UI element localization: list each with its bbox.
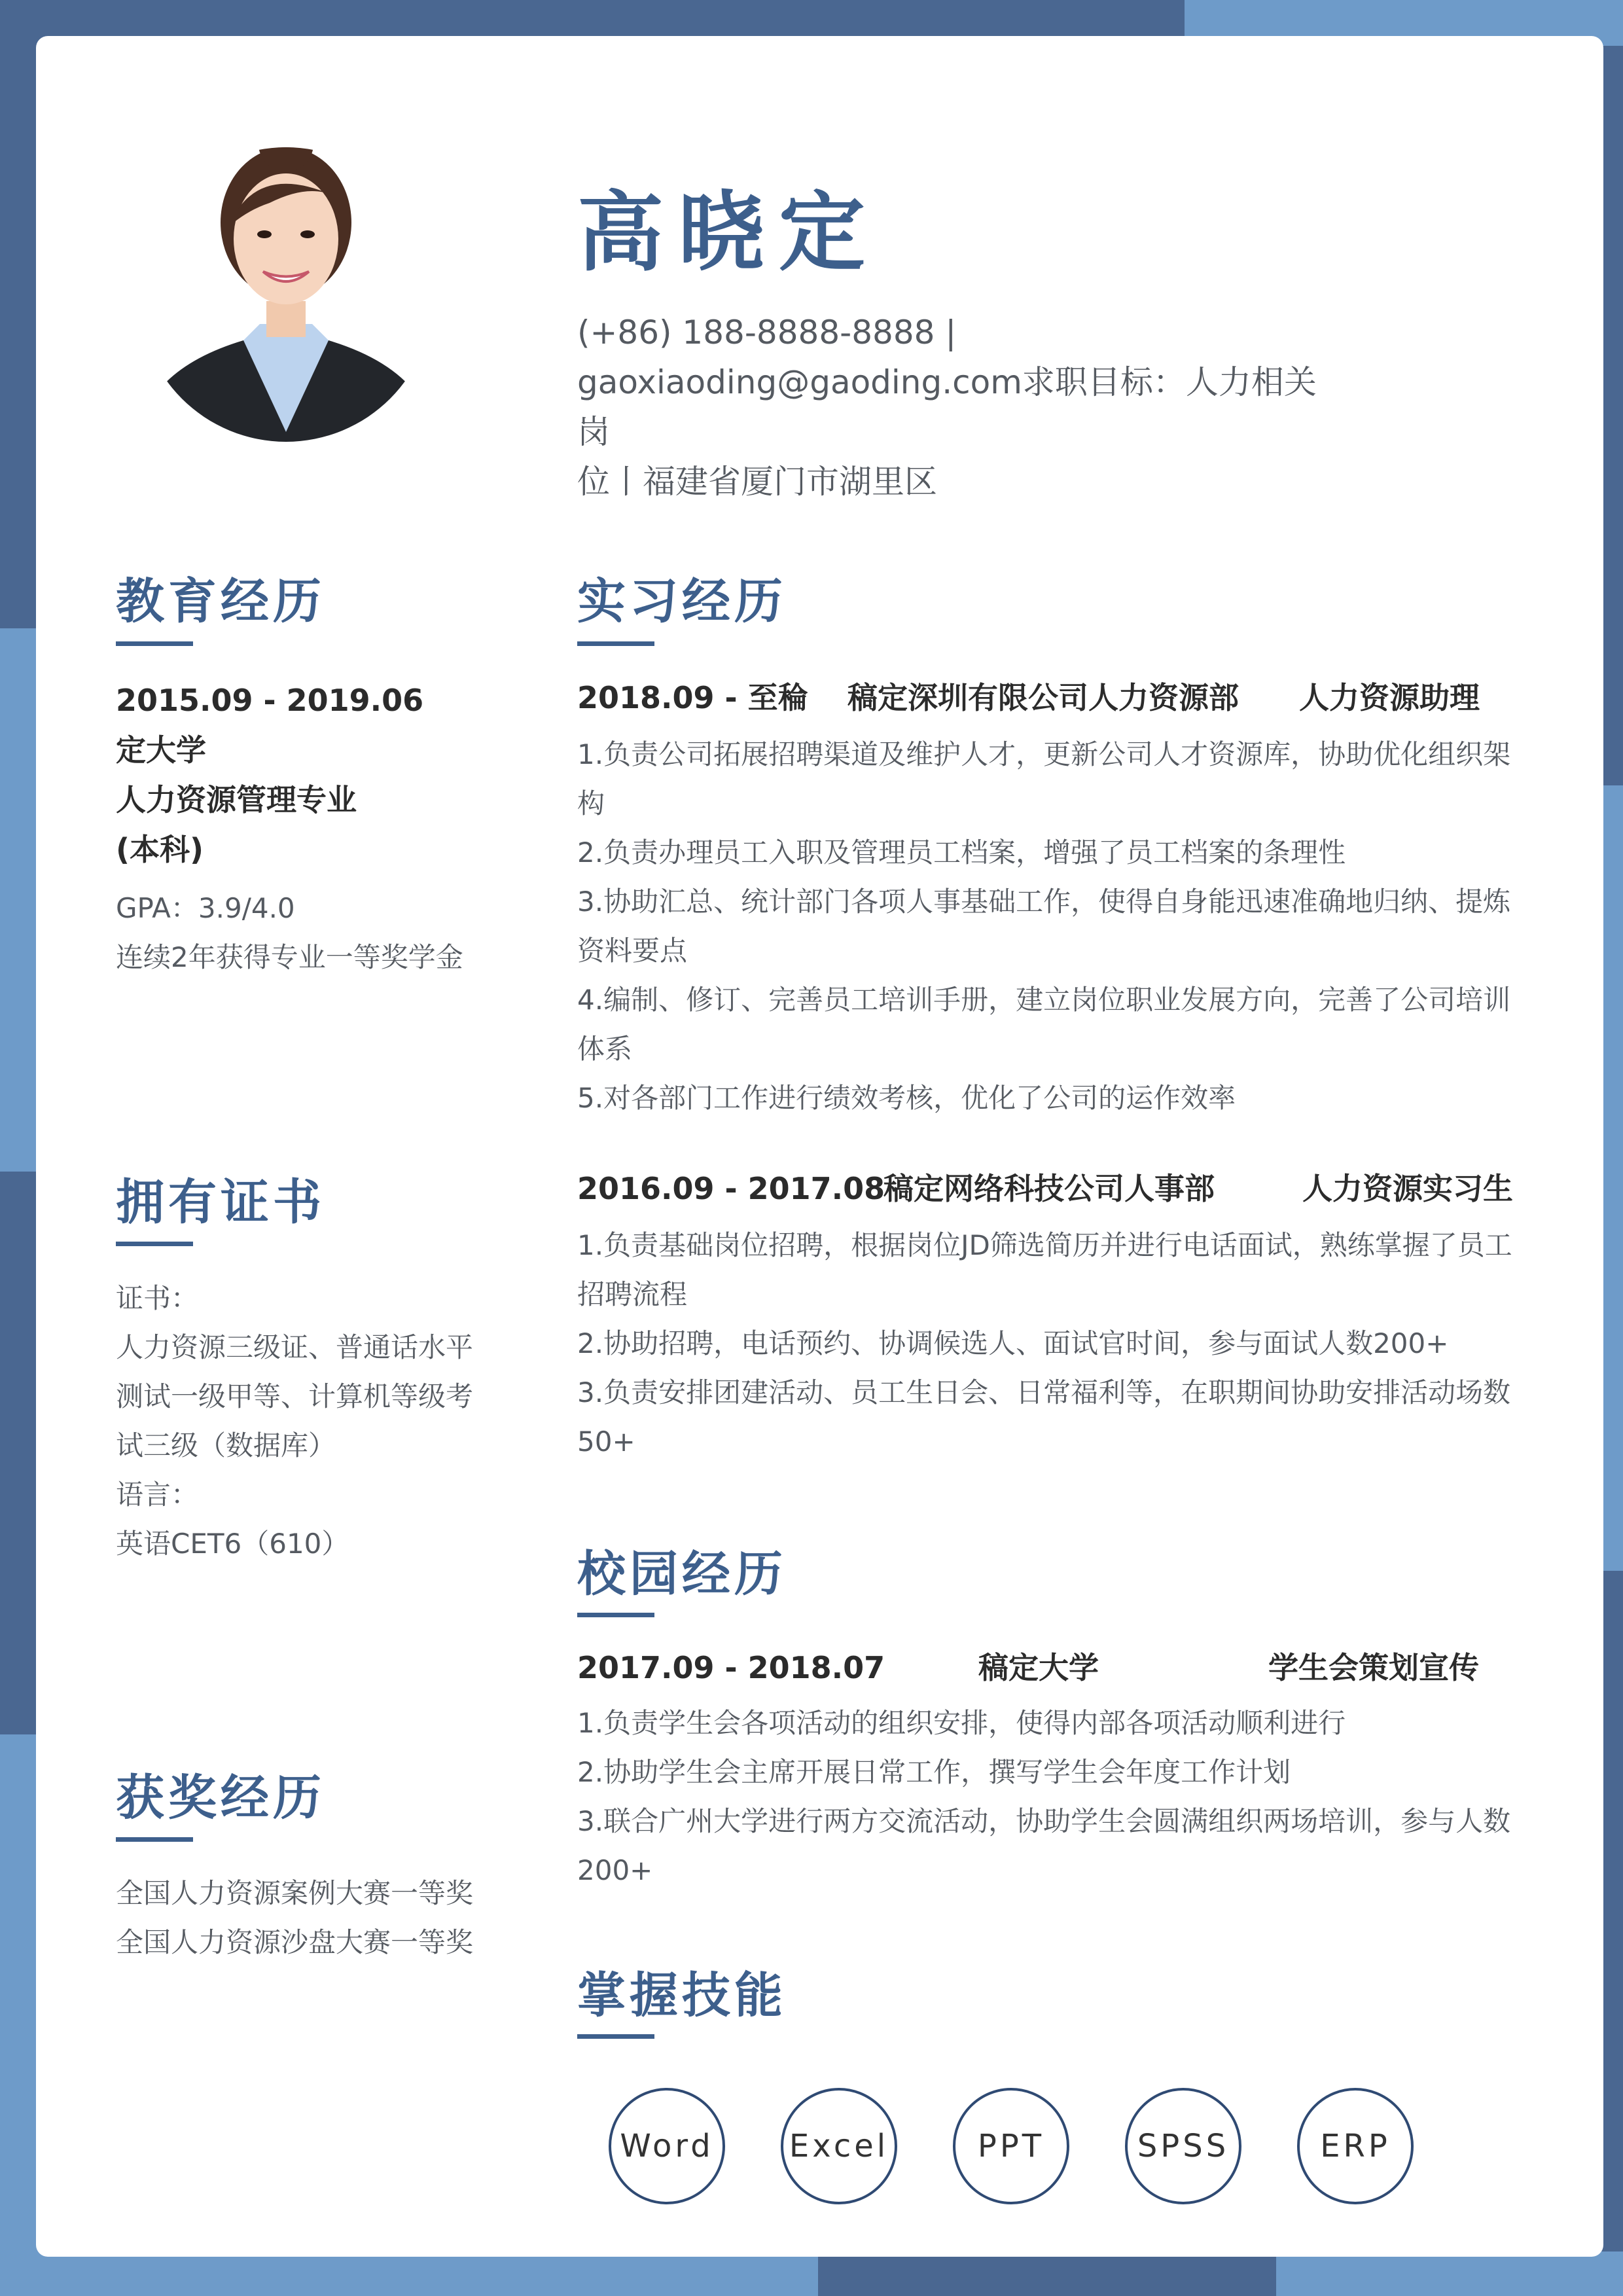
contact-line: (+86) 188-8888-8888 | (577, 314, 957, 351)
education-award: 连续2年获得专业一等奖学金 (116, 941, 463, 973)
campus-detail-line: 1.负责学生会各项活动的组织安排，使得内部各项活动顺利进行 (577, 1707, 1346, 1739)
job-detail-line: 3.协助汇总、统计部门各项人事基础工作，使得自身能迅速准确地归纳、提炼 (577, 886, 1511, 918)
education-degree: (本科) (116, 832, 204, 867)
skill-excel: Excel (781, 2088, 897, 2204)
section-underline (116, 1837, 193, 1842)
job-detail-line: 体系 (577, 1033, 633, 1065)
award-line: 全国人力资源案例大赛一等奖 (116, 1877, 474, 1909)
education-major: 人力资源管理专业 (116, 782, 357, 817)
contact-line: gaoxiaoding@gaoding.com求职目标：人力相关岗 (577, 363, 1317, 451)
campus-detail-line: 3.联合广州大学进行两方交流活动，协助学生会圆满组织两场培训，参与人数 (577, 1805, 1511, 1837)
campus-date: 2017.09 - 2018.07 (577, 1650, 885, 1685)
job-date: 2016.09 - 2017.08 (577, 1171, 885, 1206)
job-detail-line: 3.负责安排团建活动、员工生日会、日常福利等，在职期间协助安排活动场数 (577, 1376, 1511, 1408)
skills-title: 掌握技能 (577, 1967, 787, 2024)
job-detail-line: 1.负责公司拓展招聘渠道及维护人才，更新公司人才资源库，协助优化组织架 (577, 738, 1511, 770)
campus-detail-line: 2.协助学生会主席开展日常工作，撰写学生会年度工作计划 (577, 1756, 1291, 1788)
education-gpa: GPA：3.9/4.0 (116, 892, 295, 924)
certificate-line: 人力资源三级证、普通话水平 (116, 1331, 474, 1363)
certificates-block (116, 1274, 522, 1568)
campus-detail-line: 200+ (577, 1854, 653, 1886)
job-detail-line: 2.负责办理员工入职及管理员工档案，增强了员工档案的条理性 (577, 836, 1346, 869)
job-detail-line: 招聘流程 (577, 1278, 688, 1310)
section-underline (577, 641, 654, 646)
awards-title: 获奖经历 (116, 1770, 325, 1826)
campus-org: 稿定大学 (978, 1650, 1099, 1685)
job-detail-line: 资料要点 (577, 935, 688, 967)
job-detail-line: 5.对各部门工作进行绩效考核，优化了公司的运作效率 (577, 1082, 1236, 1114)
section-underline (577, 2034, 654, 2039)
job-detail-line: 50+ (577, 1426, 635, 1458)
education-date: 2015.09 - 2019.06 (116, 683, 424, 718)
profile-photo (139, 124, 433, 465)
section-underline (116, 1242, 193, 1246)
job-details (577, 730, 1533, 1122)
job-detail-line: 4.编制、修订、完善员工培训手册，建立岗位职业发展方向，完善了公司培训 (577, 984, 1511, 1016)
skill-ppt: PPT (953, 2088, 1069, 2204)
section-underline (577, 1613, 654, 1617)
skill-word: Word (609, 2088, 725, 2204)
job-date: 2018.09 - 至稐 (577, 680, 808, 715)
education-title: 教育经历 (116, 573, 325, 630)
job-company: 稿定网络科技公司人事部 (883, 1171, 1215, 1206)
background-shape (0, 628, 39, 1172)
certificate-line: 试三级（数据库） (116, 1429, 336, 1462)
job-company: 稿定深圳有限公司人力资源部 (847, 680, 1239, 715)
campus-details (577, 1698, 1533, 1895)
education-block (116, 675, 463, 982)
skill-spss: SPSS (1125, 2088, 1241, 2204)
certificates-title: 拥有证书 (116, 1174, 325, 1230)
job-detail-line: 构 (577, 787, 605, 819)
certificate-line: 证书： (116, 1282, 199, 1314)
job-role: 人力资源助理 (1299, 680, 1480, 715)
candidate-name: 高晓定 (577, 183, 880, 283)
award-line: 全国人力资源沙盘大赛一等奖 (116, 1926, 474, 1958)
certificate-line: 英语CET6（610） (116, 1528, 349, 1560)
certificate-line: 测试一级甲等、计算机等级考 (116, 1380, 474, 1412)
job-details (577, 1221, 1533, 1466)
job-role: 人力资源实习生 (1302, 1171, 1513, 1206)
awards-block (116, 1869, 473, 1967)
background-shape (1276, 2251, 1623, 2296)
job-detail-line: 2.协助招聘，电话预约、协调候选人、面试官时间，参与面试人数200+ (577, 1327, 1449, 1359)
job-detail-line: 1.负责基础岗位招聘，根据岗位JD筛选简历并进行电话面试，熟练掌握了员工 (577, 1229, 1512, 1261)
skill-erp: ERP (1297, 2088, 1414, 2204)
internship-title: 实习经历 (577, 573, 787, 630)
contact-info (577, 308, 1336, 507)
education-school: 定大学 (116, 732, 206, 768)
contact-line: 位丨福建省厦门市湖里区 (577, 463, 937, 501)
background-shape (0, 1734, 39, 2296)
campus-title: 校园经历 (577, 1546, 787, 1602)
certificate-line: 语言： (116, 1479, 199, 1511)
section-underline (116, 641, 193, 646)
campus-role: 学生会策划宣传 (1268, 1650, 1479, 1685)
